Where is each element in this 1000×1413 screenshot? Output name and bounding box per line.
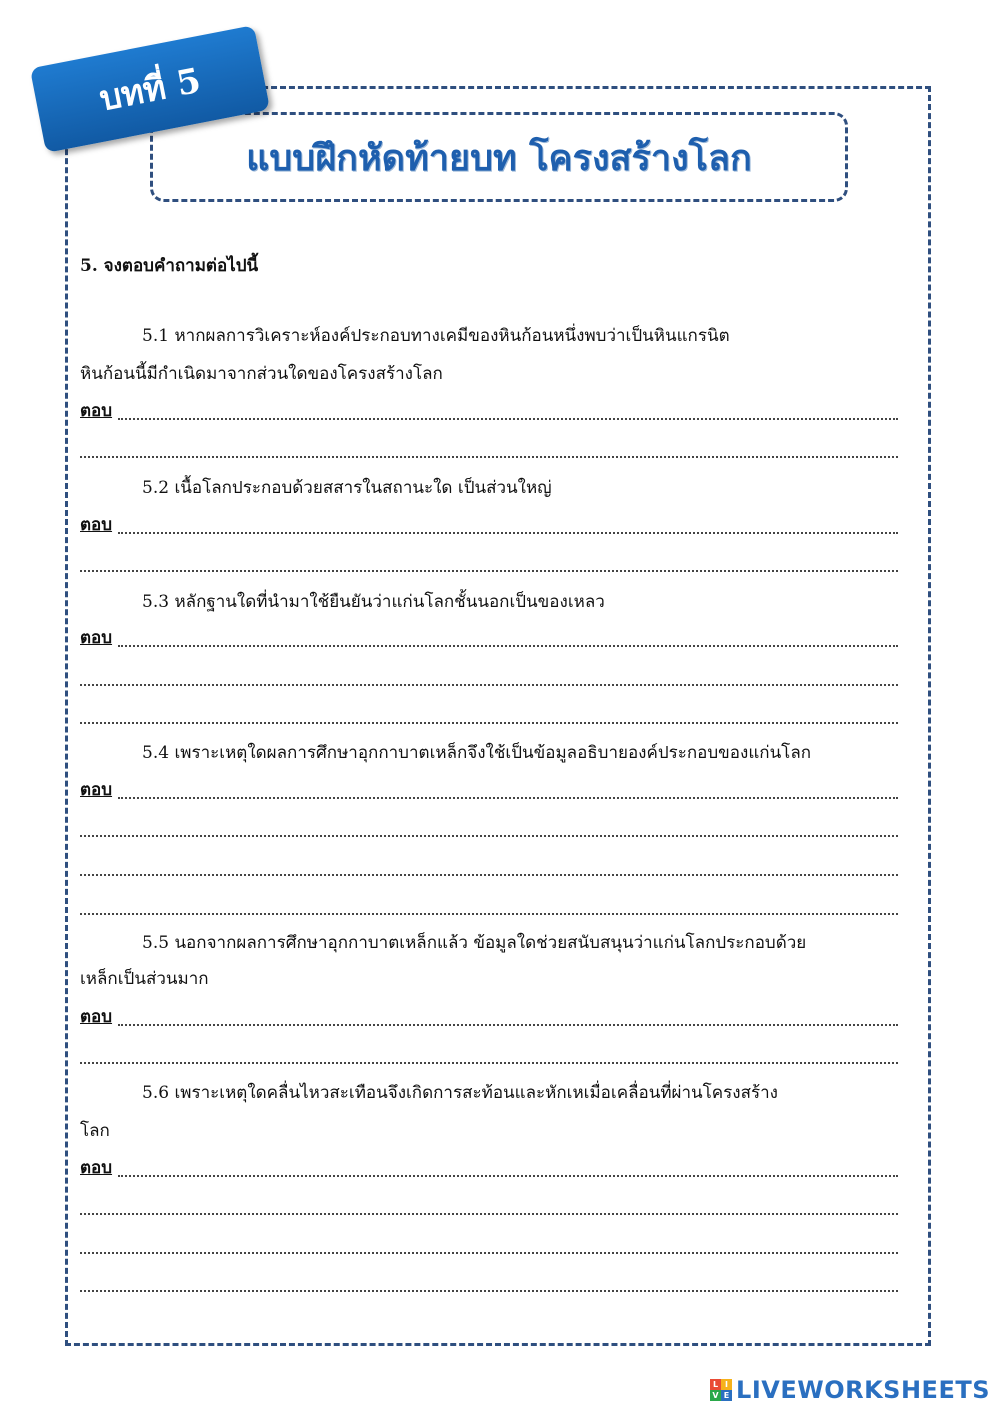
answer-label: ตอบ — [80, 628, 113, 648]
answer-dots — [80, 1061, 898, 1064]
answer-dots — [80, 569, 898, 572]
answer-dots — [80, 683, 898, 686]
answer-dots — [80, 721, 898, 724]
logo-letter: L — [710, 1379, 721, 1390]
answer-line[interactable] — [80, 706, 898, 728]
answer-line[interactable] — [80, 858, 898, 880]
logo-text: LIVEWORKSHEETS — [736, 1376, 990, 1404]
question-5-6-line1: 5.6 เพราะเหตุใดคลื่นไหวสะเทือนจึงเกิดการสะท้อนและหักเหเมื่อเคลื่อนที่ผ่านโครงสร้าง — [142, 1083, 778, 1103]
question-5-1-line2: หินก้อนนี้มีกำเนิดมาจากส่วนใดของโครงสร้างโลก — [80, 364, 443, 384]
answer-line[interactable] — [80, 1274, 898, 1296]
answer-line[interactable] — [80, 1046, 898, 1068]
answer-label: ตอบ — [80, 515, 113, 535]
answer-line[interactable] — [80, 1159, 898, 1181]
answer-line[interactable] — [80, 819, 898, 841]
logo-icon — [710, 1379, 732, 1401]
answer-label: ตอบ — [80, 780, 113, 800]
answer-line[interactable] — [80, 1236, 898, 1258]
answer-line[interactable] — [80, 554, 898, 576]
answer-dots — [118, 1174, 898, 1177]
question-5-6-line2: โลก — [80, 1121, 110, 1141]
answer-dots — [118, 644, 898, 647]
answer-dots — [80, 1212, 898, 1215]
section-heading: 5. จงตอบคำถามต่อไปนี้ — [80, 256, 259, 276]
answer-dots — [80, 912, 898, 915]
answer-dots — [80, 1289, 898, 1292]
answer-dots — [118, 531, 898, 534]
question-5-2-line1: 5.2 เนื้อโลกประกอบด้วยสสารในสถานะใด เป็นส่วนใหญ่ — [142, 478, 552, 498]
answer-line[interactable] — [80, 1008, 898, 1030]
answer-dots — [80, 1251, 898, 1254]
answer-label: ตอบ — [80, 401, 113, 421]
title-frame — [150, 112, 848, 202]
answer-label: ตอบ — [80, 1158, 113, 1178]
answer-line[interactable] — [80, 402, 898, 424]
chapter-label: บทที่ 5 — [96, 60, 205, 120]
question-5-3-line1: 5.3 หลักฐานใดที่นำมาใช้ยืนยันว่าแก่นโลกชั้นนอกเป็นของเหลว — [142, 592, 605, 612]
answer-line[interactable] — [80, 897, 898, 919]
answer-dots — [80, 455, 898, 458]
logo-letter: V — [710, 1390, 721, 1401]
liveworksheets-logo — [710, 1376, 990, 1404]
question-5-1-line1: 5.1 หากผลการวิเคราะห์องค์ประกอบทางเคมีของหินก้อนหนึ่งพบว่าเป็นหินแกรนิต — [142, 326, 730, 346]
logo-letter: E — [721, 1390, 732, 1401]
answer-line[interactable] — [80, 516, 898, 538]
question-5-5-line1: 5.5 นอกจากผลการศึกษาอุกกาบาตเหล็กแล้ว ข้อมูลใดช่วยสนับสนุนว่าแก่นโลกประกอบด้วย — [142, 933, 807, 953]
answer-line[interactable] — [80, 629, 898, 651]
logo-letter: I — [721, 1379, 732, 1390]
question-5-4-line1: 5.4 เพราะเหตุใดผลการศึกษาอุกกาบาตเหล็กจึงใช้เป็นข้อมูลอธิบายองค์ประกอบของแก่นโลก — [142, 743, 812, 763]
question-5-5-line2: เหล็กเป็นส่วนมาก — [80, 969, 209, 989]
answer-label: ตอบ — [80, 1007, 113, 1027]
worksheet-title: แบบฝึกหัดท้ายบท โครงสร้างโลก — [246, 136, 752, 179]
answer-dots — [118, 796, 898, 799]
answer-line[interactable] — [80, 440, 898, 462]
answer-line[interactable] — [80, 1197, 898, 1219]
answer-dots — [118, 1023, 898, 1026]
answer-line[interactable] — [80, 668, 898, 690]
answer-dots — [80, 873, 898, 876]
answer-line[interactable] — [80, 781, 898, 803]
answer-dots — [118, 417, 898, 420]
answer-dots — [80, 834, 898, 837]
